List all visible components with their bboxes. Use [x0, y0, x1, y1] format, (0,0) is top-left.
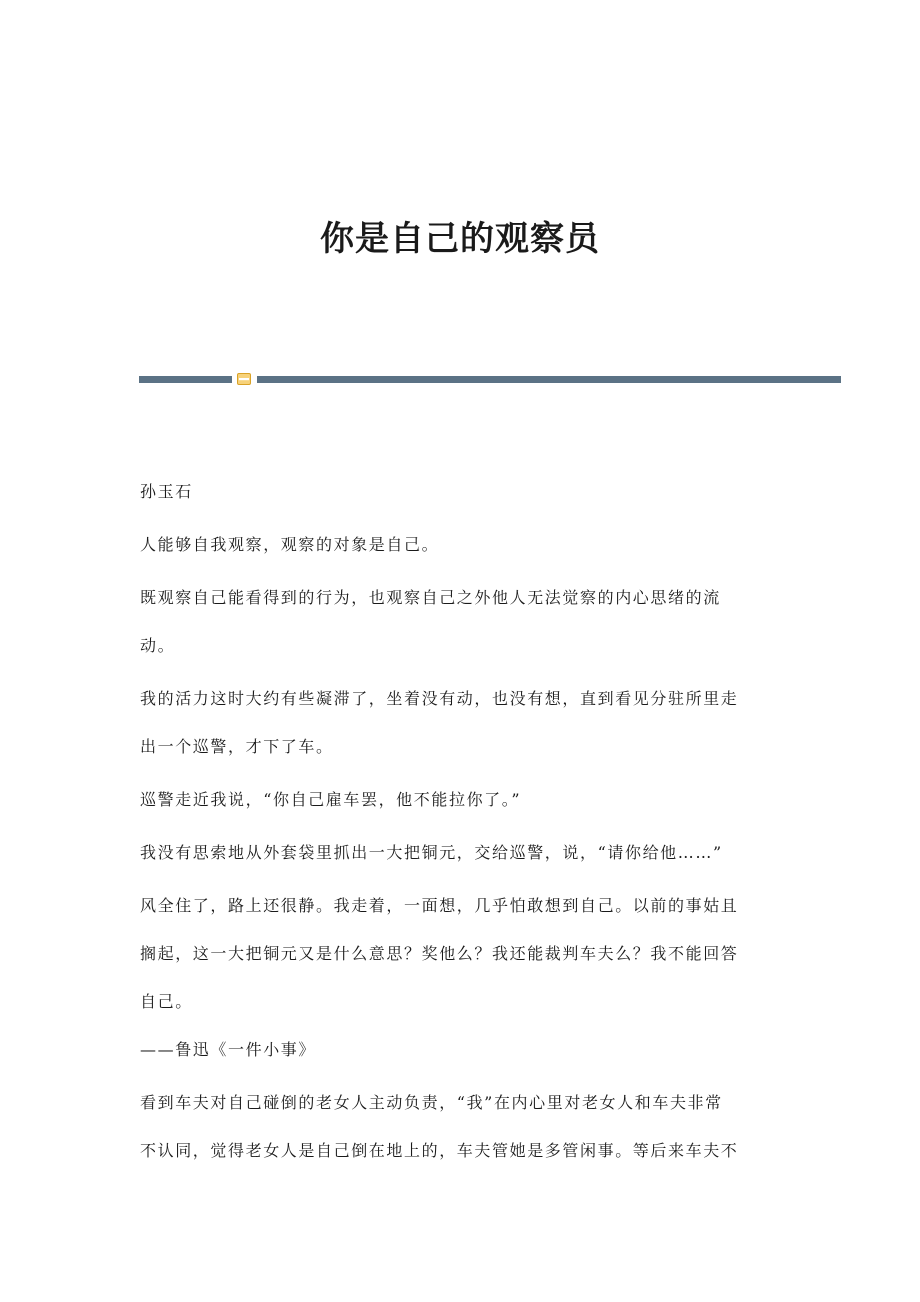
paragraph — [140, 882, 780, 1026]
paragraph-line: 出一个巡警，才下了车。 — [140, 737, 334, 756]
paragraph-line: 看到车夫对自己碰倒的老女人主动负责，“我”在内心里对老女人和车夫非常 — [140, 1093, 723, 1112]
document-title: 你是自己的观察员 — [320, 219, 600, 259]
divider-bar-right — [257, 376, 841, 383]
article-body — [140, 468, 780, 1175]
paragraph — [140, 675, 780, 771]
paragraph — [140, 1079, 780, 1175]
paragraph-line: 风全住了，路上还很静。我走着，一面想，几乎怕敢想到自己。以前的事姑且 — [140, 896, 739, 915]
paragraph — [140, 776, 780, 824]
paragraph-line: 既观察自己能看得到的行为，也观察自己之外他人无法觉察的内心思绪的流 — [140, 588, 721, 607]
divider-ornament-icon — [237, 373, 251, 385]
paragraph-line: 动。 — [140, 636, 176, 655]
paragraph — [140, 574, 780, 670]
paragraph — [140, 829, 780, 877]
author-line: 孙玉石 — [140, 482, 193, 501]
paragraph-line: ——鲁迅《一件小事》 — [140, 1040, 317, 1059]
divider-bar-left — [139, 376, 232, 383]
quote-attribution — [140, 1026, 780, 1074]
paragraph-line: 人能够自我观察，观察的对象是自己。 — [140, 535, 440, 554]
paragraph-line: 巡警走近我说，“你自己雇车罢，他不能拉你了。” — [140, 790, 522, 809]
paragraph-line: 不认同，觉得老女人是自己倒在地上的，车夫管她是多管闲事。等后来车夫不 — [140, 1141, 739, 1160]
paragraph-line: 自己。 — [140, 992, 193, 1011]
paragraph-line: 搁起，这一大把铜元又是什么意思？奖他么？我还能裁判车夫么？我不能回答 — [140, 944, 739, 963]
paragraph-line: 我的活力这时大约有些凝滞了，坐着没有动，也没有想，直到看见分驻所里走 — [140, 689, 739, 708]
paragraph-line: 我没有思索地从外套袋里抓出一大把铜元，交给巡警，说，“请你给他……” — [140, 843, 723, 862]
title-divider — [139, 372, 841, 386]
paragraph — [140, 521, 780, 569]
